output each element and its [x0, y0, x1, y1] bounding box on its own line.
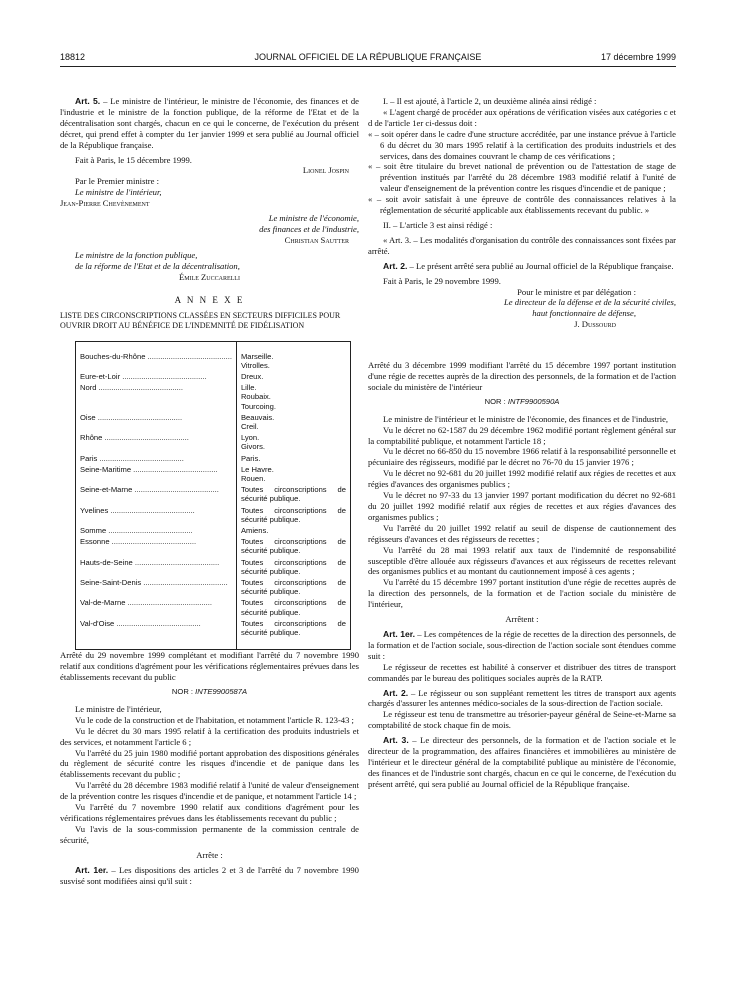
- table-row: [76, 411, 351, 431]
- arrete-2-article-3: Art. 3. – Le directeur des personnels, de la formation et de l'action sociale et le directeur de la programmation, des affaires financières et immobilières au ministère de l'intérieur et le directeur général de la comptabilité publique au ministère de l'économie, des finances et de l'industrie sont chargés, chacun en ce qui le concerne, de l'exécution du présent arrêté, qui sera publié au Journal officiel de la République française.: [368, 735, 676, 789]
- circonscription-cell: [236, 535, 350, 555]
- visa-paragraph: Vu le décret du 30 mars 1995 relatif à la certification des produits industriels et des services, et notamment l'article 6 ;: [60, 725, 359, 747]
- visa-paragraph: Vu l'arrêté du 28 décembre 1983 modifié relatif à l'unité de valeur d'enseignement de la prévention contre les risques d'incendie et de panique, et notamment l'article 14 ;: [60, 780, 359, 802]
- visa-paragraph: Vu l'arrêté du 25 juin 1980 modifié portant approbation des dispositions générales du règlement de sécurité contre les risques d'incendie et de panique dans les établissements recevant du public ;: [60, 747, 359, 780]
- right-column: [368, 96, 676, 790]
- fait-a-paris-2: Fait à Paris, le 29 novembre 1999.: [383, 275, 501, 286]
- visa-paragraph: Le ministre de l'intérieur et le ministre de l'économie, des finances et de l'industrie,: [383, 413, 669, 424]
- table-row: [76, 617, 351, 650]
- visa-paragraph: Vu l'arrêté du 28 mai 1993 relatif aux taux de l'indemnité de responsabilité susceptible d'être allouée aux régisseurs d'avances et aux régisseurs de recettes relevant des organismes publics et au montant du cautionnement imposé à ces agents ;: [368, 544, 676, 577]
- annexe-subtitle: LISTE DES CIRCONSCRIPTIONS CLASSÉES EN SECTEURS DIFFICILES POUR OUVRIR DROIT AU BÉNÉFICE DE L'INDEMNITÉ DE FIDÉLISATION: [60, 311, 341, 330]
- circonscription-cell: [236, 452, 350, 463]
- table-row: [76, 463, 351, 483]
- table-row: [76, 576, 351, 596]
- visa-paragraph: Vu le décret no 97-33 du 13 janvier 1997 portant modification du décret no 92-681 du 20 juillet 1992 modifié relatif aux régies de recettes et aux régies d'avances des organismes publics ;: [368, 490, 676, 522]
- department-cell: Seine-et-Marne ........................................: [76, 483, 237, 503]
- arrete-1-article-1: Art. 1er. – Les dispositions des articles 2 et 3 de l'arrêté du 7 novembre 1990 susvisé sont modifiées ainsi qu'il suit :: [60, 864, 359, 886]
- circonscription: Toutes circonscriptions de sécurité publique.: [240, 557, 346, 576]
- title-fonction-publique-1: Le ministre de la fonction publique,: [75, 249, 198, 260]
- circonscription-cell: [236, 463, 350, 483]
- department-cell: Nord ........................................: [76, 381, 237, 411]
- circonscription-cell: [236, 411, 350, 431]
- circonscription: Creil.: [240, 422, 259, 432]
- signature-haut-fonctionnaire: haut fonctionnaire de défense,: [532, 308, 636, 319]
- circonscription-cell: [236, 381, 350, 411]
- article-5: Art. 5. – Le ministre de l'intérieur, le ministre de l'économie, des finances et de l'industrie et le ministre de la fonction publique, de la réforme de l'Etat et de la décentralisation sont chargés, chacun en ce qui le concerne, de l'exécution du présent décret, qui prend effet à compter du 1er janvier 1999 et sera publié au Journal officiel de la République française.: [60, 96, 359, 150]
- arrete-1-nor: NOR : INTE9900587A: [171, 687, 248, 696]
- signature-premier-ministre: Lionel Jospin: [302, 165, 349, 176]
- annexe-title: A N N E X E: [174, 294, 245, 305]
- department-cell: Oise ........................................: [76, 411, 237, 431]
- quote-article-3: « Art. 3. – Les modalités d'organisation du contrôle des connaissances sont fixées par arrêté.: [368, 234, 676, 256]
- circonscription: Dreux.: [240, 372, 264, 381]
- circonscription-cell: [236, 483, 350, 503]
- circonscription: Rouen.: [240, 474, 266, 484]
- paragraph-ii: II. – L'article 3 est ainsi rédigé :: [383, 219, 493, 230]
- signature-delegation: Pour le ministre et par délégation :: [517, 286, 636, 297]
- circonscription: Vitrolles.: [240, 360, 270, 370]
- circonscription: Tourcoing.: [240, 401, 276, 411]
- quote-structure: « – soit opérer dans le cadre d'une structure accréditée, par une instance prévue à l'article 6 du décret du 30 mars 1995 relatif à la certification des produits industriels et des services, dans des domaines couvrant le champ de ces vérifications ;: [368, 128, 676, 161]
- circonscription: Lyon.: [240, 433, 260, 443]
- arrete-2-arretent: Arrêtent :: [505, 614, 539, 625]
- title-ministre-economie-1: Le ministre de l'économie,: [268, 213, 359, 224]
- visa-paragraph: Vu le décret no 66-850 du 15 novembre 1966 relatif à la responsabilité personnelle et pécuniaire des régisseurs, modifié par le décret no 76-70 du 15 janvier 1976 ;: [368, 446, 677, 468]
- department-cell: Rhône ........................................: [76, 431, 237, 451]
- circonscription: Roubaix.: [240, 392, 271, 402]
- arrete-1-arrete: Arrête :: [196, 849, 223, 860]
- visa-paragraph: Vu le décret no 62-1587 du 29 décembre 1962 modifié portant règlement général sur la comptabilité publique, et notamment l'article 18 ;: [368, 424, 676, 446]
- circonscription-cell: [236, 431, 350, 451]
- arrete-1-visas: [60, 704, 359, 846]
- header-rule: [60, 66, 676, 67]
- signature-directeur-title: Le directeur de la défense et de la sécurité civiles,: [504, 297, 676, 308]
- circonscription: Toutes circonscriptions de sécurité publique.: [240, 618, 346, 638]
- circonscription-cell: [236, 576, 350, 596]
- signature-ministre-economie: Christian Sautter: [284, 234, 349, 245]
- signature-dussourd: J. Dussourd: [574, 319, 616, 330]
- circonscription: Toutes circonscriptions de sécurité publique.: [240, 505, 346, 524]
- circonscription: Givors.: [240, 442, 265, 452]
- department-cell: Eure-et-Loir ........................................: [76, 370, 237, 381]
- circonscriptions-table-body: [76, 341, 351, 650]
- page-header: [60, 52, 676, 66]
- quote-brevet: « – soit être titulaire du brevet national de prévention ou de l'attestation de stage de prévention institués par l'arrêté du 28 décembre 1983 modifié relatif à l'unité de valeur d'enseignement de la prévention contre les risques d'incendie et de panique ;: [368, 161, 676, 194]
- circonscription: Toutes circonscriptions de sécurité publique.: [240, 578, 346, 597]
- circonscription: Lille.: [240, 383, 257, 393]
- quote-agent: « L'agent chargé de procéder aux opérations de vérification visées aux catégories c et d de l'article 1er ci-dessus doit :: [368, 106, 676, 128]
- circonscription: Paris.: [240, 453, 261, 463]
- journal-title: JOURNAL OFFICIEL DE LA RÉPUBLIQUE FRANÇAISE: [254, 52, 482, 62]
- visa-paragraph: Vu l'arrêté du 7 novembre 1990 relatif aux conditions d'agrément pour les vérifications réglementaires prévues dans les établissements recevant du public ;: [60, 802, 359, 823]
- table-row: [76, 381, 351, 411]
- circonscription-cell: [236, 341, 350, 370]
- circonscription: Toutes circonscriptions de sécurité publique.: [240, 537, 346, 556]
- department-cell: Seine-Maritime ........................................: [76, 463, 237, 483]
- circonscription-cell: [236, 617, 350, 650]
- circonscription: Beauvais.: [240, 412, 275, 422]
- arrete-2-visas: [368, 414, 676, 610]
- table-row: [76, 596, 351, 616]
- title-ministre-interieur: Le ministre de l'intérieur,: [75, 187, 162, 198]
- arrete-2-article-2-p2: Le régisseur est tenu de transmettre au trésorier-payeur général de Seine-et-Marne sa comptabilité de stock chaque fin de mois.: [368, 709, 676, 731]
- circonscription: Marseille.: [240, 351, 274, 361]
- circonscription: Toutes circonscriptions de sécurité publique.: [240, 598, 346, 617]
- department-cell: Bouches-du-Rhône ........................................: [76, 341, 237, 370]
- visa-paragraph: Vu l'arrêté du 20 juillet 1992 relatif au seuil de dispense de cautionnement des régisseurs d'avances et des régisseurs de recettes ;: [368, 522, 676, 544]
- table-row: [76, 431, 351, 451]
- arrete-2-article-2: Art. 2. – Le régisseur ou son suppléant remettent les titres de transport aux agents chargés d'assurer les antennes médico-sociales de la sous-direction de l'action sociale.: [368, 687, 677, 709]
- arrete-2-article-1: Art. 1er. – Les compétences de la régie de recettes de la direction des personnels, de la formation et de l'action sociale, sous-direction de l'action sociale sont étendues comme suit :: [368, 628, 677, 661]
- title-fonction-publique-2: de la réforme de l'Etat et de la décentralisation,: [75, 260, 240, 271]
- arrete-1-article-2: Art. 2. – Le présent arrêté sera publié au Journal officiel de la République française.: [383, 260, 674, 271]
- table-row: [76, 341, 351, 370]
- department-cell: Essonne ........................................: [76, 535, 237, 555]
- circonscription: Amiens.: [240, 526, 269, 536]
- circonscriptions-table: [75, 341, 351, 651]
- department-cell: Paris ........................................: [76, 452, 237, 463]
- circonscription-cell: [236, 596, 350, 616]
- department-cell: Val-d'Oise ........................................: [76, 617, 237, 650]
- table-row: [76, 452, 351, 463]
- circonscription-cell: [236, 370, 350, 381]
- department-cell: Seine-Saint-Denis ........................................: [76, 576, 237, 596]
- quote-epreuve: « – soit avoir satisfait à une épreuve de contrôle des connaissances relatives à la réglementation de sécurité applicable aux établissements recevant du public. »: [368, 194, 676, 216]
- issue-date: 17 décembre 1999: [600, 52, 676, 62]
- table-row: [76, 370, 351, 381]
- title-ministre-economie-2: des finances et de l'industrie,: [259, 223, 359, 234]
- circonscription-cell: [236, 524, 350, 535]
- par-le-premier-ministre: Par le Premier ministre :: [75, 176, 160, 187]
- table-row: [76, 535, 351, 555]
- left-column: [60, 96, 359, 886]
- visa-paragraph: Vu l'avis de la sous-commission permanente de la commission centrale de sécurité,: [60, 823, 359, 845]
- fait-a-paris-1: Fait à Paris, le 15 décembre 1999.: [75, 154, 192, 165]
- circonscription-cell: [236, 556, 350, 576]
- signature-fonction-publique: Émile Zuccarelli: [179, 271, 240, 282]
- department-cell: Val-de-Marne ........................................: [76, 596, 237, 616]
- table-row: [76, 524, 351, 535]
- arrete-2-title: Arrêté du 3 décembre 1999 modifiant l'arrêté du 15 décembre 1997 portant institution d'une régie de recettes auprès de la direction des personnels, de la formation et de l'action sociale du ministère de l'intérieur: [368, 360, 676, 392]
- visa-paragraph: Vu le décret no 92-681 du 20 juillet 1992 modifié relatif aux régies de recettes et aux régies d'avances des organismes publics ;: [368, 468, 676, 490]
- circonscription: Le Havre.: [240, 464, 274, 474]
- department-cell: Somme ........................................: [76, 524, 237, 535]
- signature-ministre-interieur: Jean-Pierre Chevènement: [60, 198, 150, 209]
- arrete-1-title: Arrêté du 29 novembre 1999 complétant et modifiant l'arrêté du 7 novembre 1990 relatif aux conditions d'agrément pour les vérifications réglementaires prévues dans les établissements recevant du public: [60, 650, 359, 683]
- arrete-2-nor: NOR : INTF9900590A: [484, 396, 560, 406]
- paragraph-i: I. – Il est ajouté, à l'article 2, un deuxième alinéa ainsi rédigé :: [383, 96, 597, 106]
- department-cell: Yvelines ........................................: [76, 504, 237, 524]
- circonscription-cell: [236, 504, 350, 524]
- table-row: [76, 556, 351, 576]
- visa-paragraph: Vu le code de la construction et de l'habitation, et notamment l'article R. 123-43 ;: [75, 714, 354, 725]
- visa-paragraph: Vu l'arrêté du 15 décembre 1997 portant institution d'une régie de recettes auprès de la direction des personnels, de la formation et de l'action sociale du ministère de l'intérieur,: [368, 577, 676, 610]
- table-row: [76, 504, 351, 524]
- page-number: 18812: [60, 52, 86, 62]
- visa-paragraph: Le ministre de l'intérieur,: [75, 703, 162, 714]
- department-cell: Hauts-de-Seine ........................................: [76, 556, 237, 576]
- circonscription: Toutes circonscriptions de sécurité publique.: [240, 485, 346, 504]
- table-row: [76, 483, 351, 503]
- arrete-2-article-1-p2: Le régisseur de recettes est habilité à conserver et distribuer des titres de transport commandés par le bureau des politiques sociales auprès de la RATP.: [368, 661, 676, 683]
